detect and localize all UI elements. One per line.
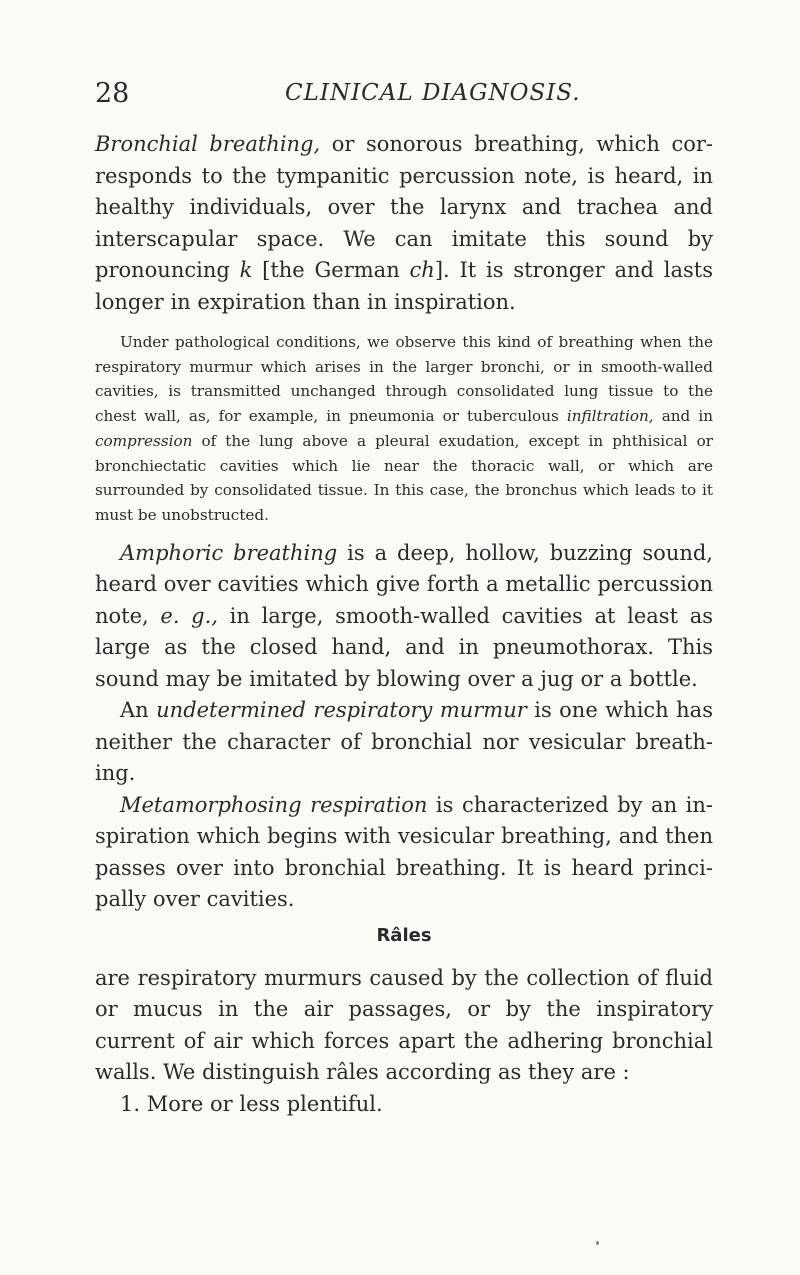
running-head: CLINICAL DIAGNOSIS. xyxy=(285,80,581,106)
text: [the German xyxy=(252,258,410,282)
text: and in xyxy=(653,407,713,426)
term-metamorphosing-respiration: Metamorphosing respiration xyxy=(120,792,428,817)
text: is characterized by an inspiration which begins with vesicular breathing, and then passes over into bronchial breathing. It is heard principally over cavities. xyxy=(95,792,713,912)
term-bronchial-breathing: Bronchial breathing, xyxy=(95,132,321,156)
text: is a deep, hollow, buzzing sound, heard over cavities which give forth a metallic percussion note, xyxy=(95,540,713,628)
text: Under pathological conditions, we observe this kind of breathing when the respiratory murmur which arises in the larger bronchi, or in smooth-walled cavities, is transmitted unchanged through consolidated lung tissue to the chest wall, as, for example, in pneumonia or tuberculous xyxy=(95,333,713,426)
term-compression: compression xyxy=(95,431,193,450)
text: in large, smooth-walled cavities at least as large as the closed hand, and in pneumothorax. This sound may be imitated by blowing over a jug or a bottle. xyxy=(95,603,713,691)
text: An xyxy=(120,698,157,723)
term-k: k xyxy=(239,258,253,282)
page-header xyxy=(95,78,710,118)
paragraph-undetermined-murmur xyxy=(95,695,713,790)
text: is one which has neither the character of bronchial nor vesicular breathing. xyxy=(95,698,713,786)
term-infiltration: infiltration, xyxy=(566,407,654,426)
term-undetermined-respiratory-murmur: undetermined respiratory murmur xyxy=(156,698,527,723)
text: ]. It is stronger and lasts longer in expiration than in inspiration. xyxy=(95,258,713,314)
paragraph-amphoric-breathing xyxy=(95,538,713,696)
term-eg: e. g., xyxy=(160,603,218,628)
paragraph-rales: are respiratory murmurs caused by the collection of fluid or mucus in the air passages, or by the inspiratory current of air which forces apart the adhering bronchial walls. We distinguish râles according as they are : xyxy=(95,965,713,1085)
term-ch: ch xyxy=(409,258,435,282)
page-body xyxy=(95,129,713,1120)
paragraph-metamorphosing-respiration xyxy=(95,790,713,916)
paragraph-bronchial-breathing xyxy=(95,129,713,318)
text: or sonorous breathing, which corresponds to the tympanitic percussion note, is heard, in healthy individuals, over the larynx and trachea and interscapular space. We can imitate this sound by pronouncing xyxy=(95,132,713,282)
section-heading-rales: Râles xyxy=(376,924,432,946)
list-item: 1. More or less plentiful. xyxy=(120,1091,383,1116)
term-amphoric-breathing: Amphoric breathing xyxy=(120,540,338,565)
paragraph-pathological-conditions xyxy=(95,330,713,528)
text: of the lung above a pleural exudation, except in phthisical or bronchiectatic cavities which lie near the thoracic wall, or which are surrounded by consolidated tissue. In this case, the bronchus which leads to it must be unobstructed. xyxy=(95,431,713,524)
ink-speck xyxy=(596,1241,599,1245)
page-number: 28 xyxy=(95,78,130,109)
